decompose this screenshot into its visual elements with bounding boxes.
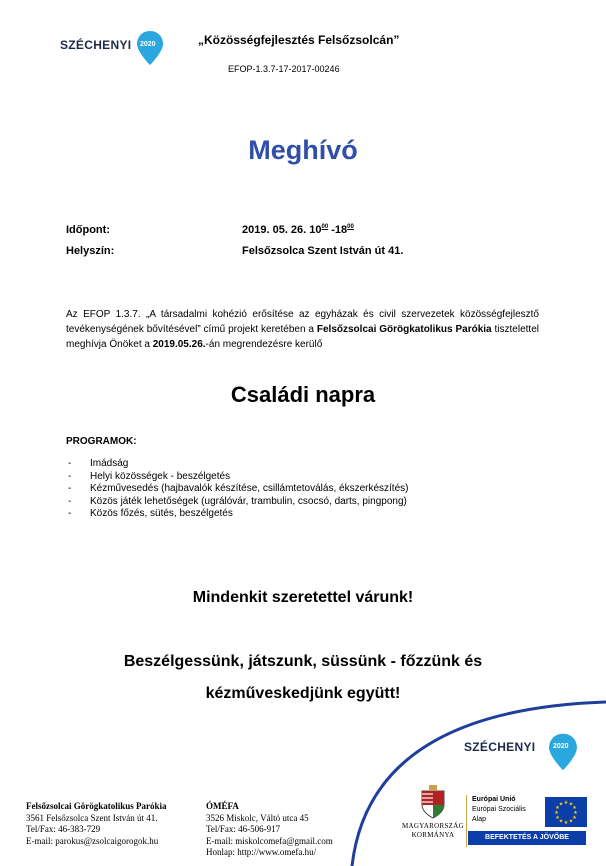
parish-name: Felsőzsolcai Görögkatolikus Parókia [26,801,167,811]
eu-banner: BEFEKTETÉS A JÖVŐBE [468,831,586,845]
page-title: Meghívó [248,135,358,165]
svg-text:★: ★ [572,805,577,811]
footer-parish-contact [26,801,167,847]
invitation-paragraph [66,307,539,352]
hu-gov-line-1: MAGYARORSZÁG [402,822,464,830]
svg-text:★: ★ [555,815,560,821]
list-item: - Közös játék lehetőségek (ugrálóvár, trambulin, csocsó, darts, pingpong) [66,496,546,509]
list-item: - Kézművesedés (hajbavalók készítése, csillámtetoválás, ékszerkészítés) [66,483,546,496]
svg-text:★: ★ [572,815,577,821]
parish-address: 3561 Felsőzsolca Szent István út 41. [26,812,158,823]
footer-omefa-contact [206,801,333,859]
time-end-minutes: 00 [347,224,354,230]
svg-text:★: ★ [568,818,574,825]
time-date: 2019. 05. 26. 10 [242,224,322,236]
programs-list [66,458,546,521]
paragraph-text-1: Az EFOP 1.3.7. „A társadalmi kohézió erősítése az egyházak és civil szervezetek közösségfejlesztő tevékenységének bővítésével” című projekt keretében a [66,309,539,335]
paragraph-text-2: tisztelettel meghívja Önöket a [66,324,539,350]
project-title: „Közösségfejlesztés Felsőzsolcán” [198,33,400,47]
location-pin-icon [548,732,578,772]
svg-text:★: ★ [568,801,574,808]
list-item: - Közös főzés, sütés, beszélgetés [66,508,546,521]
omefa-email: E-mail: miskolcomefa@gmail.com [206,835,333,846]
svg-text:★: ★ [555,805,560,811]
logo-text: SZÉCHENYI [60,38,132,52]
list-item: - Helyi közösségek - beszélgetés [66,471,546,484]
divider [466,795,467,847]
svg-text:★: ★ [563,820,569,826]
place-label: Helyszín: [66,245,115,257]
coat-of-arms-icon [418,785,448,819]
programs-title: PROGRAMOK: [66,436,137,447]
omefa-name: ÓMÉFA [206,801,239,811]
eu-line-3: Alap [472,816,487,823]
paragraph-text-3: -án megrendezésre kerülő [205,339,323,350]
omefa-website: Honlap: http://www.omefa.hu/ [206,847,317,857]
omefa-address: 3526 Miskolc, Váltó utca 45 [206,812,309,823]
time-label: Időpont: [66,224,110,236]
logo-year: 2020 [140,41,156,48]
welcome-text: Mindenkit szeretettel várunk! [192,589,414,606]
svg-text:★: ★ [563,800,569,806]
time-value [242,224,354,236]
eu-label [472,795,526,825]
list-item: - Imádság [66,458,546,471]
parish-email: E-mail: parokus@zsolcaigorogok.hu [26,835,159,846]
event-subtitle: Családi napra [230,382,376,407]
svg-text:★: ★ [558,818,564,825]
hu-gov-line-2: KORMÁNYA [411,831,455,839]
omefa-phone: Tel/Fax: 46-506-917 [206,824,281,834]
svg-text:★: ★ [554,810,559,816]
hu-government-label [400,822,466,840]
eu-line-2: Európai Szociális [472,806,526,813]
project-code: EFOP-1.3.7-17-2017-00246 [228,64,340,74]
eu-flag-icon [545,797,587,827]
event-date: 2019.05.26. [152,339,206,350]
location-pin-icon [136,30,164,66]
logo-text: SZÉCHENYI [464,740,536,754]
place-value: Felsőzsolca Szent István út 41. [242,245,404,257]
logo-year: 2020 [553,743,569,750]
eu-line-1: Európai Unió [472,796,516,803]
closing-line-2: kézműveskedjünk együtt! [205,685,401,702]
parish-phone: Tel/Fax: 46-383-729 [26,824,101,834]
time-end: -18 [328,224,348,236]
svg-text:★: ★ [558,801,564,808]
svg-text:★: ★ [573,810,578,816]
time-start-minutes: 00 [321,224,329,230]
organizer-name: Felsőzsolcai Görögkatolikus Parókia [316,324,492,335]
closing-line-1: Beszélgessünk, játszunk, süssünk - főzzünk és [123,653,483,670]
szechenyi-logo-top [60,30,170,70]
